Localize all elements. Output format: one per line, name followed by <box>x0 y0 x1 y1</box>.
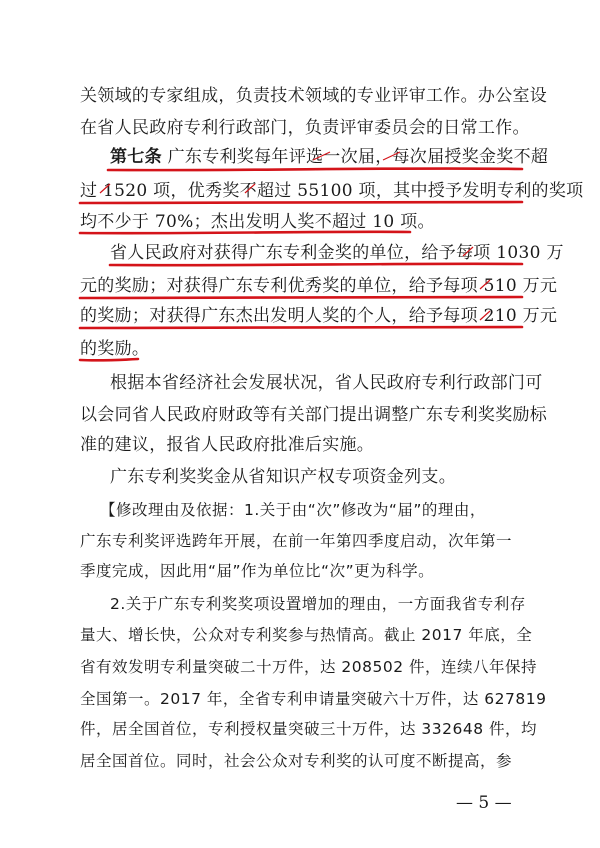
note-line: 全国第一。2017 年，全省专利申请量突破六十万件，达 627819 <box>80 690 547 708</box>
underline-mark <box>110 264 522 265</box>
article-7-line <box>110 147 600 167</box>
paragraph-line: 准的建议，报省人民政府批准后实施。 <box>80 435 375 455</box>
note-line: 2.关于广东专利奖奖项设置增加的理由，一方面我省专利存 <box>110 595 526 613</box>
paragraph-line: 省人民政府对获得广东专利金奖的单位，给予每项 1030 万 <box>110 243 564 263</box>
page-number: — 5 — <box>456 793 512 813</box>
underline-mark <box>80 297 522 298</box>
note-line: 居全国首位。同时，社会公众对专利奖的认可度不断提高，参 <box>80 752 513 770</box>
note-line: 季度完成，因此用“届”作为单位比“次”更为科学。 <box>80 562 435 580</box>
underline-mark <box>80 202 522 203</box>
paragraph-line: 广东专利奖奖金从省知识产权专项资金列支。 <box>110 467 456 487</box>
underline-mark <box>108 168 522 170</box>
underline-mark <box>80 232 410 233</box>
paragraph-line: 在省人民政府专利行政部门，负责评审委员会的日常工作。 <box>80 118 530 138</box>
paragraph-line: 均不少于 70%；杰出发明人奖不超过 10 项。 <box>80 212 435 232</box>
paragraph-line: 关领域的专家组成，负责技术领域的专业评审工作。办公室设 <box>80 86 548 106</box>
paragraph-line: 根据本省经济社会发展状况，省人民政府专利行政部门可 <box>110 373 543 393</box>
paragraph-line: 以会同省人民政府财政等有关部门提出调整广东专利奖奖励标 <box>80 405 548 425</box>
note-line: 量大、增长快，公众对专利奖参与热情高。截止 2017 年底，全 <box>80 626 533 644</box>
note-line: 广东专利奖评选跨年开展，在前一年第四季度启动，次年第一 <box>80 532 513 550</box>
underline-mark <box>80 359 138 360</box>
article-heading: 第七条 <box>110 147 162 167</box>
paragraph-line: 的奖励；对获得广东杰出发明人奖的个人，给予每项 210 万元 <box>80 306 558 326</box>
note-line: 件，居全国首位，专利授权量突破三十万件，达 332648 件，均 <box>80 720 538 738</box>
article-text: 广东专利奖每年评选一次届，每次届授奖金奖不超 <box>161 147 549 167</box>
paragraph-line: 的奖励。 <box>80 339 150 359</box>
paragraph-line: 元的奖励；对获得广东专利优秀奖的单位，给予每项 510 万元 <box>80 276 558 296</box>
underline-mark <box>80 327 522 328</box>
note-line: 省有效发明专利量突破二十万件，达 208502 件，连续八年保持 <box>80 658 538 676</box>
paragraph-line: 过 1520 项，优秀奖不超过 55100 项，其中授予发明专利的奖项 <box>80 181 584 201</box>
note-line: 【修改理由及依据：1.关于由“次”修改为“届”的理由， <box>100 501 486 519</box>
